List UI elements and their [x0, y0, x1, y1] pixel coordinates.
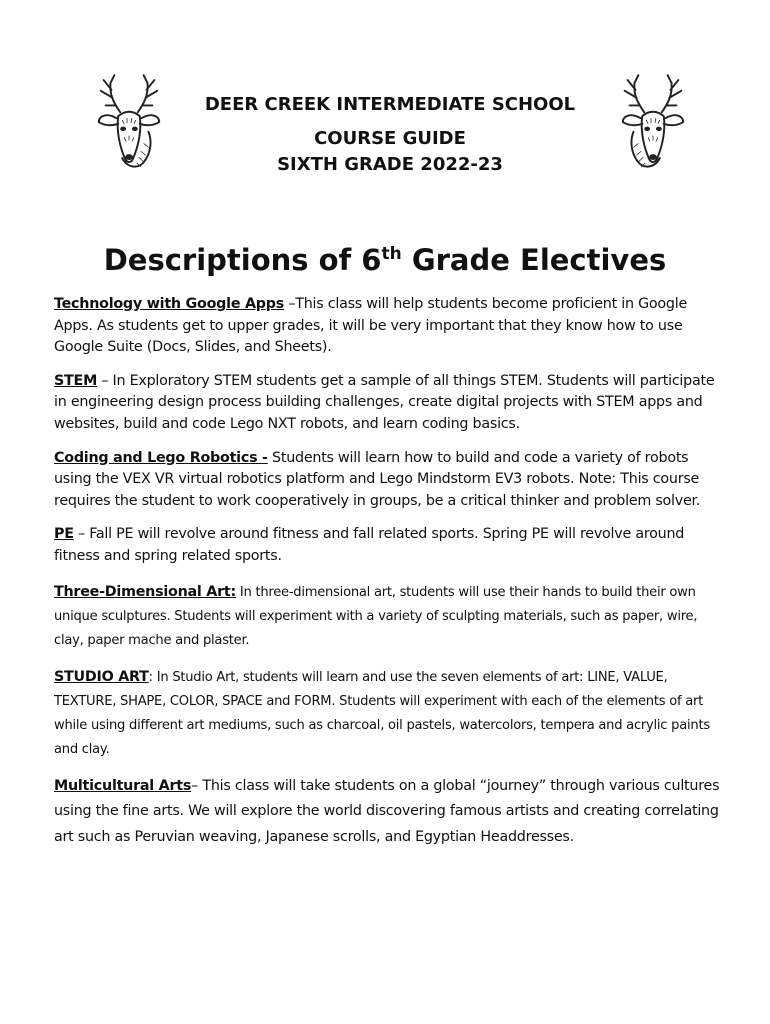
school-name: DEER CREEK INTERMEDIATE SCHOOL	[204, 94, 576, 115]
course-name: STEM	[54, 372, 98, 389]
course-list	[54, 294, 720, 850]
course-description: –This class will help students become proficient in Google Apps. As students get to upper grades, it will be very important that they know how to use Google Suite (Docs, Slides, and Sheets).	[54, 296, 688, 356]
course-description: In three-dimensional art, students will use their hands to build their own unique sculptures. Students will experiment with a variety of sculpting materials, such as paper, wire, clay, paper mache and plaster.	[54, 584, 698, 648]
title-text-end: Grade Electives	[401, 243, 667, 277]
course-description: : In Studio Art, students will learn and use the seven elements of art: LINE, VALUE, TEXTURE, SHAPE, COLOR, SPACE and FORM. Students will experiment with each of the elements of art while using different art mediums, such as charcoal, oil pastels, watercolors, tempera and acrylic paints and clay.	[54, 669, 710, 757]
course-name: Coding and Lego Robotics -	[54, 449, 268, 466]
course-pe	[54, 524, 720, 567]
course-stem	[54, 371, 720, 436]
deer-head-icon	[614, 72, 692, 172]
course-studio-art	[54, 665, 720, 762]
deer-head-icon	[90, 72, 168, 172]
course-coding-robotics	[54, 448, 720, 513]
school-header	[170, 92, 610, 178]
course-description: Students will learn how to build and code a variety of robots using the VEX VR virtual robotics platform and Lego Mindstorm EV3 robots. Note: This course requires the student to work cooperatively in groups, be a critical thinker and problem solver.	[54, 449, 701, 509]
course-name: Three-Dimensional Art:	[54, 583, 236, 600]
course-multicultural-arts	[54, 774, 720, 851]
course-name: PE	[54, 526, 74, 543]
course-name: Multicultural Arts	[54, 777, 192, 794]
course-description: – Fall PE will revolve around fitness and fall related sports. Spring PE will revolve around fitness and spring related sports.	[54, 526, 685, 564]
title-text: Descriptions of 6	[103, 243, 382, 277]
course-description: – This class will take students on a global “journey” through various cultures using the fine arts. We will explore the world discovering famous artists and creating correlating art such as Peruvian weaving, Japanese scrolls, and Egyptian Headdresses.	[54, 777, 720, 845]
course-three-dimensional-art	[54, 580, 720, 653]
grade-year: SIXTH GRADE 2022-23	[277, 154, 503, 175]
guide-title: COURSE GUIDE	[314, 128, 466, 149]
course-technology	[54, 294, 720, 359]
page-title	[0, 240, 770, 280]
title-superscript: th	[381, 244, 402, 264]
course-name: STUDIO ART	[54, 668, 149, 685]
course-description: – In Exploratory STEM students get a sample of all things STEM. Students will participate in engineering design process building challenges, create digital projects with STEM apps and websites, build and code Lego NXT robots, and learn coding basics.	[54, 372, 715, 432]
course-name: Technology with Google Apps	[54, 296, 285, 312]
